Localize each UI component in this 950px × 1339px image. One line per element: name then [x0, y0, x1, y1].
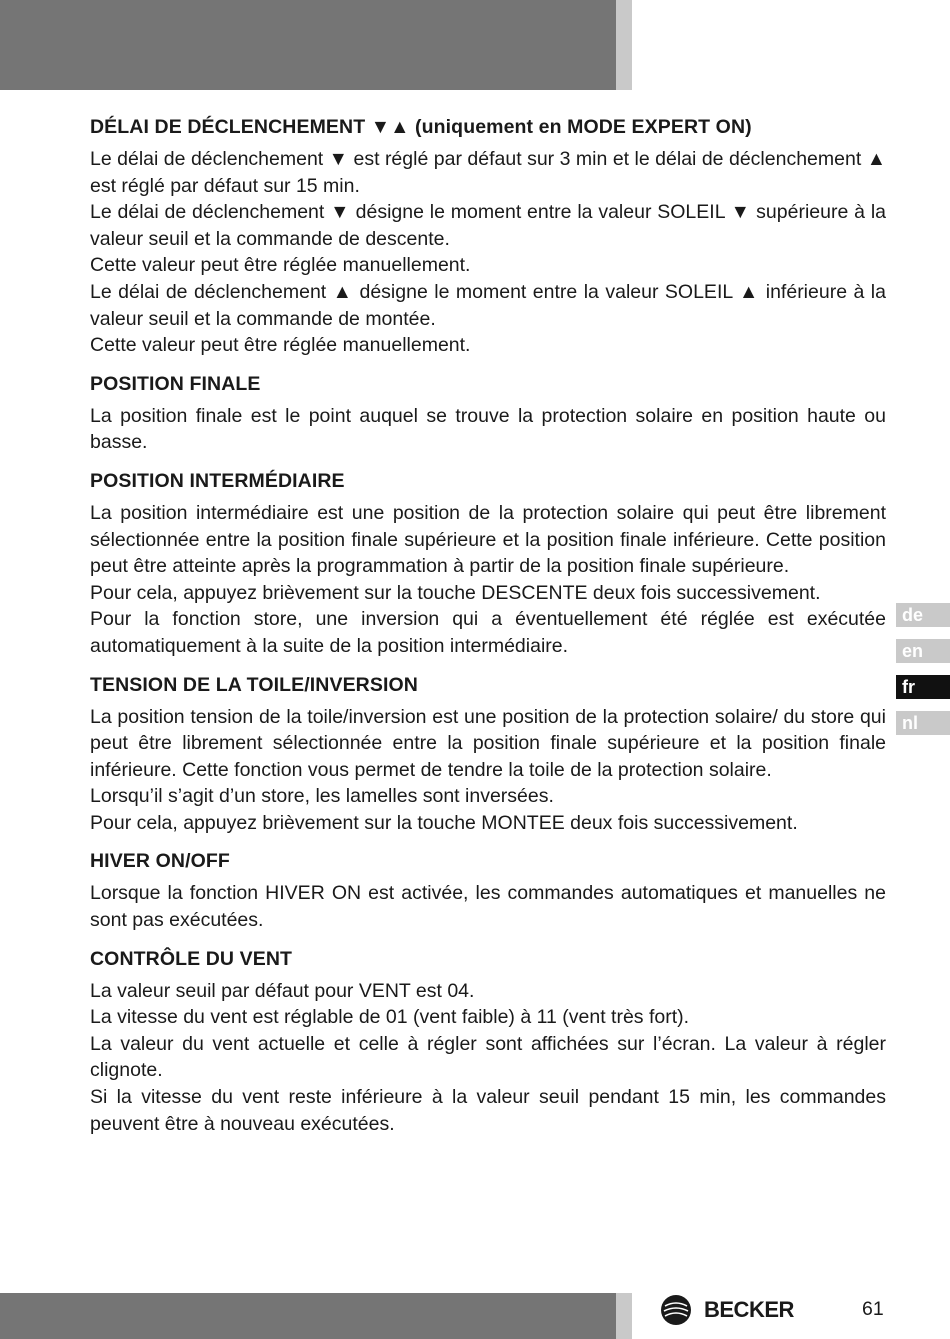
paragraph: La valeur seuil par défaut pour VENT est 04. — [90, 979, 475, 1002]
section-controle-vent — [90, 946, 886, 1138]
footer-bar-edge — [616, 1293, 632, 1339]
section-delai — [90, 114, 886, 359]
paragraph: Le délai de déclenchement ▼ désigne le moment entre la valeur SOLEIL ▼ supérieure à la valeur seuil et la commande de descente. — [90, 201, 886, 250]
brand-name: BECKER — [704, 1297, 794, 1322]
paragraph: Cette valeur peut être réglée manuellement. — [90, 334, 471, 357]
section-heading: POSITION INTERMÉDIAIRE — [90, 469, 345, 492]
section-heading: HIVER ON/OFF — [90, 850, 230, 873]
paragraph: Pour la fonction store, une inversion qui a éventuellement été réglée est exécutée automatiquement à la suite de la position intermédiaire. — [90, 608, 886, 657]
language-tab-en[interactable]: en — [896, 639, 950, 663]
becker-logo-icon — [660, 1294, 692, 1326]
page-content — [90, 114, 886, 1149]
paragraph: Pour cela, appuyez brièvement sur la touche MONTEE deux fois successivement. — [90, 811, 798, 834]
paragraph: La position intermédiaire est une position de la protection solaire qui peut être librement sélectionnée entre la position finale supérieure et la position finale inférieure. Cette position peut être atteinte après la programmation à partir de la position finale supérieure. — [90, 501, 886, 578]
paragraph: Si la vitesse du vent reste inférieure à la valeur seuil pendant 15 min, les commandes peuvent être à nouveau exécutées. — [90, 1086, 886, 1135]
language-tab-de[interactable]: de — [896, 603, 950, 627]
section-heading: DÉLAI DE DÉCLENCHEMENT ▼▲ (uniquement en MODE EXPERT ON) — [90, 116, 752, 138]
header-bar — [0, 0, 616, 90]
paragraph: La position tension de la toile/inversion est une position de la protection solaire/ du store qui peut être librement sélectionnée entre la position finale supérieure et la position finale inférieure. Cette fonction vous permet de tendre la toile de la protection solaire. — [90, 705, 886, 781]
header-bar-edge — [616, 0, 632, 90]
footer-bar — [0, 1293, 616, 1339]
paragraph: Pour cela, appuyez brièvement sur la touche DESCENTE deux fois successivement. — [90, 581, 821, 604]
language-tabs — [896, 603, 950, 747]
paragraph: La vitesse du vent est réglable de 01 (vent faible) à 11 (vent très fort). — [90, 1006, 690, 1029]
paragraph: La valeur du vent actuelle et celle à régler sont affichées sur l’écran. La valeur à régler clignote. — [90, 1032, 886, 1082]
paragraph: Lorsqu’il s’agit d’un store, les lamelles sont inversées. — [90, 785, 554, 808]
paragraph: Cette valeur peut être réglée manuellement. — [90, 254, 471, 277]
paragraph: Le délai de déclenchement ▼ est réglé par défaut sur 3 min et le délai de déclenchement ▲ est réglé par défaut sur 15 min. — [90, 148, 886, 197]
language-tab-fr[interactable]: fr — [896, 675, 950, 699]
paragraph: La position finale est le point auquel se trouve la protection solaire en position haute ou basse. — [90, 404, 886, 454]
section-heading: TENSION DE LA TOILE/INVERSION — [90, 673, 418, 696]
brand-logo — [660, 1293, 794, 1327]
section-heading: POSITION FINALE — [90, 372, 261, 395]
section-heading: CONTRÔLE DU VENT — [90, 947, 293, 970]
paragraph: Lorsque la fonction HIVER ON est activée, les commandes automatiques et manuelles ne sont pas exécutées. — [90, 882, 886, 932]
language-tab-nl[interactable]: nl — [896, 711, 950, 735]
section-tension-toile — [90, 672, 886, 837]
section-hiver — [90, 848, 886, 933]
page-number: 61 — [862, 1298, 884, 1320]
paragraph: Le délai de déclenchement ▲ désigne le moment entre la valeur SOLEIL ▲ inférieure à la valeur seuil et la commande de montée. — [90, 280, 886, 330]
section-position-finale — [90, 371, 886, 456]
section-position-intermediaire — [90, 468, 886, 660]
